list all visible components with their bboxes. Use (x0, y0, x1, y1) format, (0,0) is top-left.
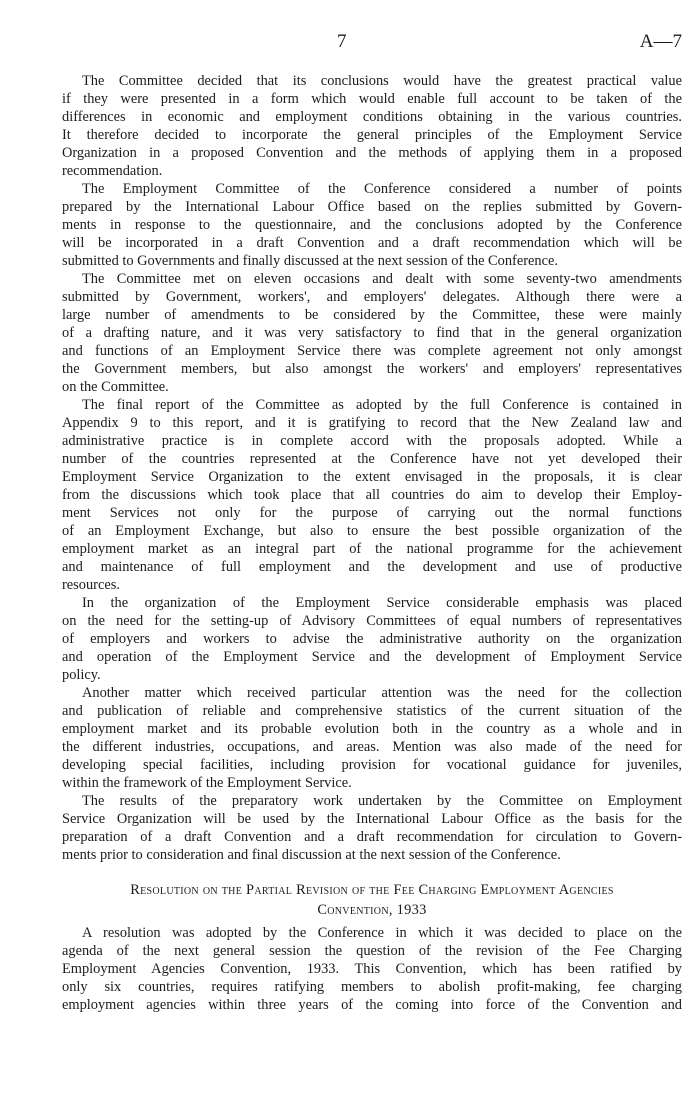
text-line: preparation of a draft Convention and a draft recommendation for circulation to Govern- (62, 829, 682, 845)
text-line: and publication of reliable and comprehensive statistics of the current situation of the (62, 703, 682, 719)
paragraph (62, 270, 682, 396)
text-line: resources. (62, 577, 120, 593)
text-line: from the discussions which took place that all countries do aim to develop their Employ- (62, 487, 682, 503)
text-line: and operation of the Employment Service and the development of Employment Service (62, 649, 682, 665)
text-line: The final report of the Committee as adopted by the full Conference is contained in (82, 397, 682, 413)
text-line: on the Committee. (62, 379, 169, 395)
text-line: on the need for the setting-up of Advisory Committees of equal numbers of representatives (62, 613, 682, 629)
text-line: It therefore decided to incorporate the general principles of the Employment Service (62, 127, 682, 143)
paragraph (62, 684, 682, 792)
text-line: number of the countries represented at the Conference have not yet developed their (62, 451, 682, 467)
text-line: ment Services not only for the purpose of carrying out the normal functions (62, 505, 682, 521)
text-line: policy. (62, 667, 101, 683)
text-line: The Employment Committee of the Conference considered a number of points (82, 181, 682, 197)
text-line: ments in response to the questionnaire, and the conclusions adopted by the Conference (62, 217, 682, 233)
text-line: Organization in a proposed Convention and the methods of applying them in a proposed (62, 145, 682, 161)
paragraph (62, 924, 682, 1014)
text-line: large number of amendments to be considered by the Committee, these were mainly (62, 307, 682, 323)
page-number: 7 (337, 31, 347, 52)
document-reference: A—7 (639, 31, 682, 52)
text-line: Service Organization will be used by the International Labour Office as the basis for the (62, 811, 682, 827)
text-line: Employment Agencies Convention, 1933. This Convention, which has been ratified by (62, 961, 682, 977)
text-line: within the framework of the Employment Service. (62, 775, 352, 791)
paragraph (62, 792, 682, 864)
text-line: Another matter which received particular attention was the need for the collection (82, 685, 682, 701)
text-line: and functions of an Employment Service there was complete agreement not only amongst (62, 343, 682, 359)
text-line: of a drafting nature, and it was very satisfactory to find that in the general organization (62, 325, 682, 341)
text-line: and maintenance of full employment and the development and use of productive (62, 559, 682, 575)
text-line: will be incorporated in a draft Convention and a draft recommendation which will be (62, 235, 682, 251)
section-heading-line: Resolution on the Partial Revision of the Fee Charging Employment Agencies (130, 882, 614, 898)
paragraph (62, 594, 682, 684)
text-line: The Committee met on eleven occasions and dealt with some seventy-two amendments (82, 271, 682, 287)
text-line: administrative practice is in complete accord with the proposals adopted. While a (62, 433, 682, 449)
paragraph (62, 72, 682, 180)
text-line: developing special facilities, including provision for vocational guidance for juveniles, (62, 757, 682, 773)
text-line: employment market and its probable evolution both in the country as a whole and in (62, 721, 682, 737)
text-line: differences in economic and employment conditions obtaining in the various countries. (62, 109, 682, 125)
text-line: The results of the preparatory work undertaken by the Committee on Employment (82, 793, 682, 809)
text-line: of an Employment Exchange, but also to ensure the best possible organization of the (62, 523, 682, 539)
text-line: the Government members, but also amongst the workers' and employers' representatives (62, 361, 682, 377)
section-heading-line: Convention, 1933 (317, 902, 427, 918)
body-text (62, 72, 682, 1014)
text-line: of employers and workers to advise the administrative authority on the organization (62, 631, 682, 647)
paragraph (62, 396, 682, 594)
section-heading (62, 880, 682, 920)
text-line: A resolution was adopted by the Conference in which it was decided to place on the (82, 925, 682, 941)
text-line: submitted to Governments and finally discussed at the next session of the Conference. (62, 253, 558, 269)
text-line: In the organization of the Employment Service considerable emphasis was placed (82, 595, 682, 611)
text-line: submitted by Government, workers', and employers' delegates. Although there were a (62, 289, 682, 305)
paragraph (62, 180, 682, 270)
text-line: prepared by the International Labour Office based on the replies submitted by Govern- (62, 199, 682, 215)
text-line: agenda of the next general session the question of the revision of the Fee Charging (62, 943, 682, 959)
text-line: employment agencies within three years of the coming into force of the Convention and (62, 997, 682, 1013)
text-line: Employment Service Organization to the extent envisaged in the proposals, it is clear (62, 469, 682, 485)
text-line: Appendix 9 to this report, and it is gratifying to record that the New Zealand law and (62, 415, 682, 431)
text-line: ments prior to consideration and final discussion at the next session of the Conference. (62, 847, 561, 863)
text-line: recommendation. (62, 163, 163, 179)
text-line: employment market as an integral part of the national programme for the achievement (62, 541, 682, 557)
text-line: only six countries, requires ratifying members to abolish profit-making, fee charging (62, 979, 682, 995)
page-header (62, 30, 682, 54)
text-line: the different industries, occupations, and areas. Mention was also made of the need for (62, 739, 682, 755)
text-line: The Committee decided that its conclusions would have the greatest practical value (82, 73, 682, 89)
text-line: if they were presented in a form which would enable full account to be taken of the (62, 91, 682, 107)
